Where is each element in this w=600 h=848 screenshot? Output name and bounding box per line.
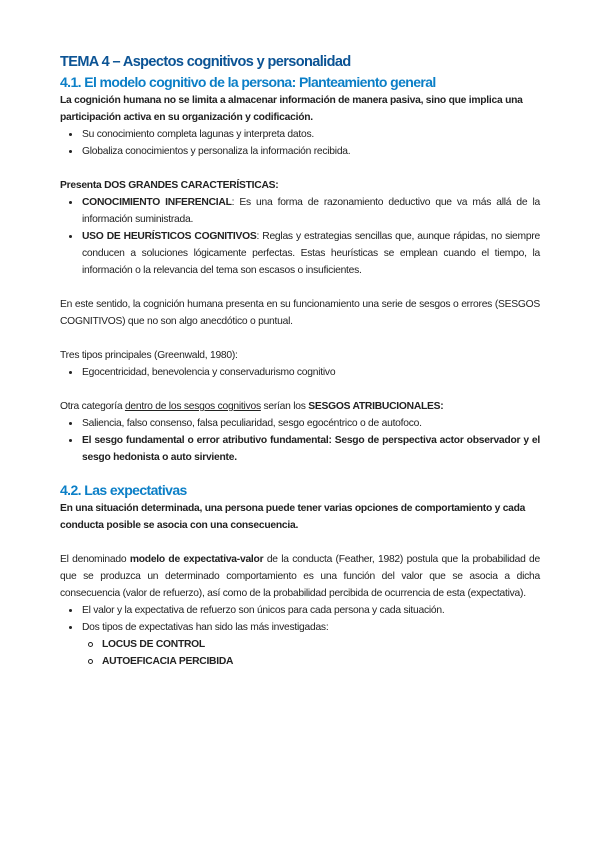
sub-bullet-list xyxy=(60,636,540,670)
list-item: Globaliza conocimientos y personaliza la información recibida. xyxy=(60,143,540,160)
attributional-list xyxy=(60,415,540,466)
list-item: LOCUS DE CONTROL xyxy=(60,636,540,653)
list-item xyxy=(60,194,540,228)
bullet-list xyxy=(60,602,540,636)
list-item: El sesgo fundamental o error atributivo fundamental: Sesgo de perspectiva actor observador y el sesgo hedonista o auto sirviente. xyxy=(60,432,540,466)
underlined-text: dentro de los sesgos cognitivos xyxy=(124,401,261,412)
list-item: Su conocimiento completa lagunas y interpreta datos. xyxy=(60,126,540,143)
list-item: AUTOEFICACIA PERCIBIDA xyxy=(60,653,540,670)
list-item: El valor y la expectativa de refuerzo son únicos para cada persona y cada situación. xyxy=(60,602,540,619)
text-span: El denominado xyxy=(60,554,130,565)
biases-paragraph: En este sentido, la cognición humana presenta en su funcionamiento una serie de sesgos o errores (SESGOS COGNITIVOS) que no son algo anecdótico o puntual. xyxy=(60,299,540,327)
features-heading: Presenta DOS GRANDES CARACTERÍSTICAS: xyxy=(60,180,279,191)
list-item: Dos tipos de expectativas han sido las más investigadas: xyxy=(60,619,540,636)
feature-term: CONOCIMIENTO INFERENCIAL xyxy=(82,197,232,208)
document-title: TEMA 4 – Aspectos cognitivos y personalidad xyxy=(60,54,351,70)
bold-text: modelo de expectativa-valor xyxy=(129,554,264,565)
feature-term: USO DE HEURÍSTICOS COGNITIVOS xyxy=(82,231,257,242)
text-span: Otra categoría xyxy=(60,401,125,412)
section-intro: La cognición humana no se limita a almacenar información de manera pasiva, sino que implica una participación activa en su organización y codificación. xyxy=(60,95,523,123)
list-item xyxy=(60,228,540,279)
list-item: Egocentricidad, benevolencia y conservadurismo cognitivo xyxy=(60,364,540,381)
text-span: de la conducta (Feather, 1982) postula que la probabilidad de que se produzca un determinado comportamiento es una función del valor que se asocia a dicha consecuencia (valor de refuerzo), así como de la probabilidad percibida de ocurrencia de esta (expectativa). xyxy=(60,554,540,599)
attributional-intro xyxy=(60,398,540,415)
feature-text: : Reglas y estrategias sencillas que, aunque rápidas, no siempre conducen a soluciones lógicamente perfectas. Estas heurísticas se emplean cuando el tiempo, la información o la relevancia del tema son escasos o insuficientes. xyxy=(82,231,540,276)
section-heading-4-1: 4.1. El modelo cognitivo de la persona: Planteamiento general xyxy=(60,74,436,90)
feature-text: : Es una forma de razonamiento deductivo que va más allá de la información suministrada. xyxy=(82,197,540,225)
bullet-list xyxy=(60,126,540,160)
text-span: serían los xyxy=(260,401,309,412)
types-list xyxy=(60,364,540,381)
expectancy-paragraph xyxy=(60,551,540,602)
types-intro: Tres tipos principales (Greenwald, 1980): xyxy=(60,350,238,361)
document-page xyxy=(60,52,540,670)
section-heading-4-2: 4.2. Las expectativas xyxy=(60,482,187,498)
features-list xyxy=(60,194,540,279)
list-item: Saliencia, falso consenso, falsa peculiaridad, sesgo egocéntrico o de autofoco. xyxy=(60,415,540,432)
bold-text: SESGOS ATRIBUCIONALES: xyxy=(308,401,444,412)
section-intro: En una situación determinada, una persona puede tener varias opciones de comportamiento y cada conducta posible se asocia con una consecuencia. xyxy=(60,503,526,531)
